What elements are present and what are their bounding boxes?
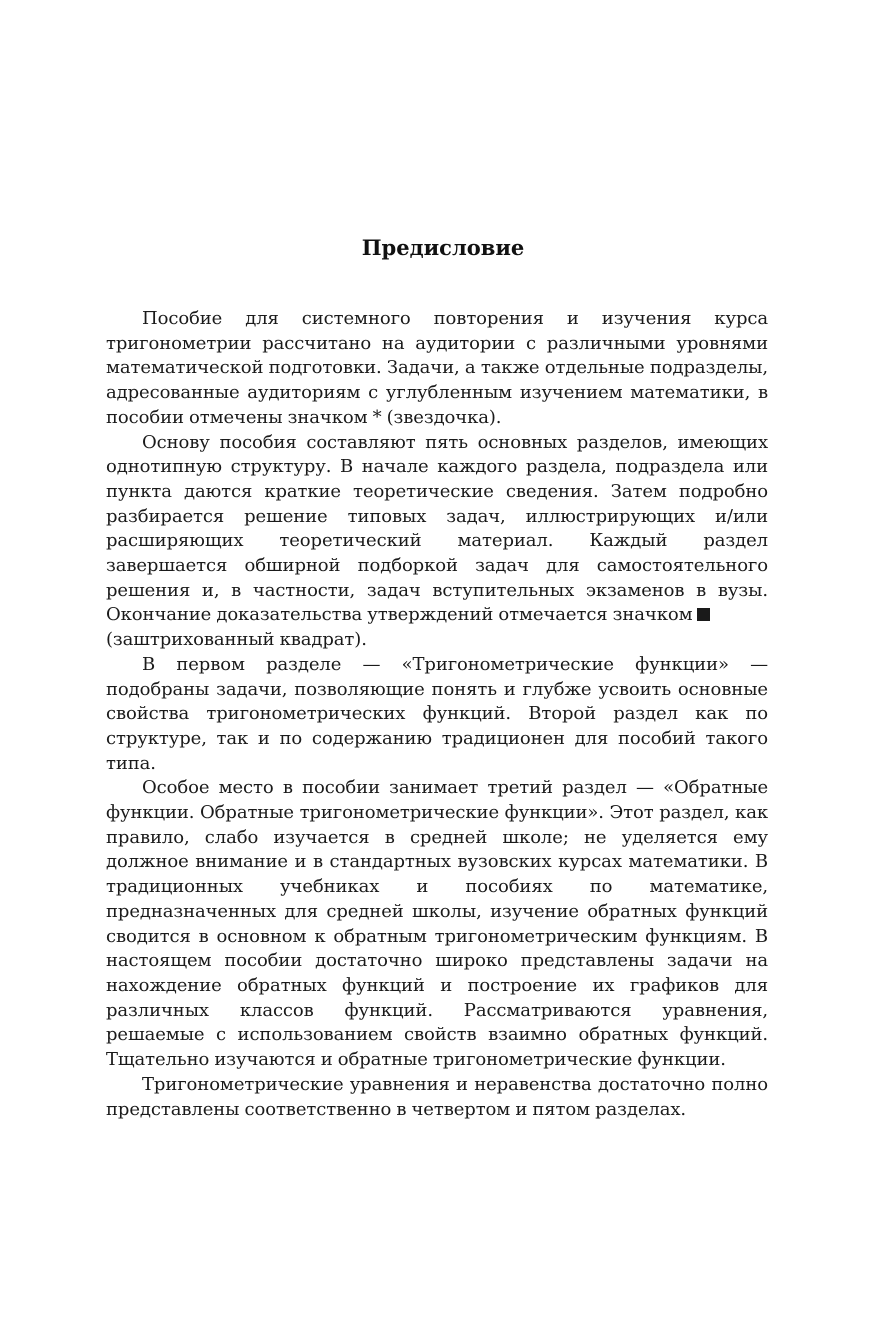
paragraph-2-text: Основу пособия составляют пять основных разделов, имеющих однотипную структуру. В начале каждого раздела, подраздела или пункта даются краткие теоретические сведения. Затем подробно разбирается решение типовых задач, иллюстрирующих и/или расширяющих теоретический материал. Каждый раздел завершается обширной подборкой задач для самостоятельного решения и, в частности, задач вступительных экзаменов в вузы. Окончание доказательства утверждений отмечается значком bbox=[106, 431, 768, 626]
paragraph-4: Особое место в пособии занимает третий раздел — «Обратные функции. Обратные тригонометрические функции». Этот раздел, как правило, слабо изучается в средней школе; не уделяется ему должное внимание и в стандартных вузовских курсах математики. В традиционных учебниках и пособиях по математике, предназначенных для средней школы, изучение обратных функций сводится в основном к обратным тригонометрическим функциям. В настоящем пособии достаточно широко представлены задачи на нахождение обратных функций и построение их графиков для различных классов функций. Рассматриваются уравнения, решаемые с использованием свойств взаимно обратных функций. Тщательно изучаются и обратные тригонометрические функции. bbox=[106, 777, 768, 1071]
paragraph-2 bbox=[106, 431, 768, 653]
paragraph-5: Тригонометрические уравнения и неравенства достаточно полно представлены соответственно в четвертом и пятом разделах. bbox=[106, 1073, 768, 1120]
preface-body bbox=[106, 307, 768, 1122]
page-title: Предисловие bbox=[361, 235, 525, 260]
paragraph-3: В первом разделе — «Тригонометрические функции» — подобраны задачи, позволяющие понять и глубже усвоить основные свойства тригонометрических функций. Второй раздел как по структуре, так и по содержанию традиционен для пособий такого типа. bbox=[106, 653, 768, 774]
paragraph-1: Пособие для системного повторения и изучения курса тригонометрии рассчитано на аудитории с различными уровнями математической подготовки. Задачи, а также отдельные подразделы, адресованные аудиториям с углубленным изучением математики, в пособии отмечены значком * (звездочка). bbox=[106, 308, 768, 428]
paragraph-2-tail: (заштрихованный квадрат). bbox=[106, 629, 367, 651]
filled-square-icon bbox=[697, 608, 710, 621]
